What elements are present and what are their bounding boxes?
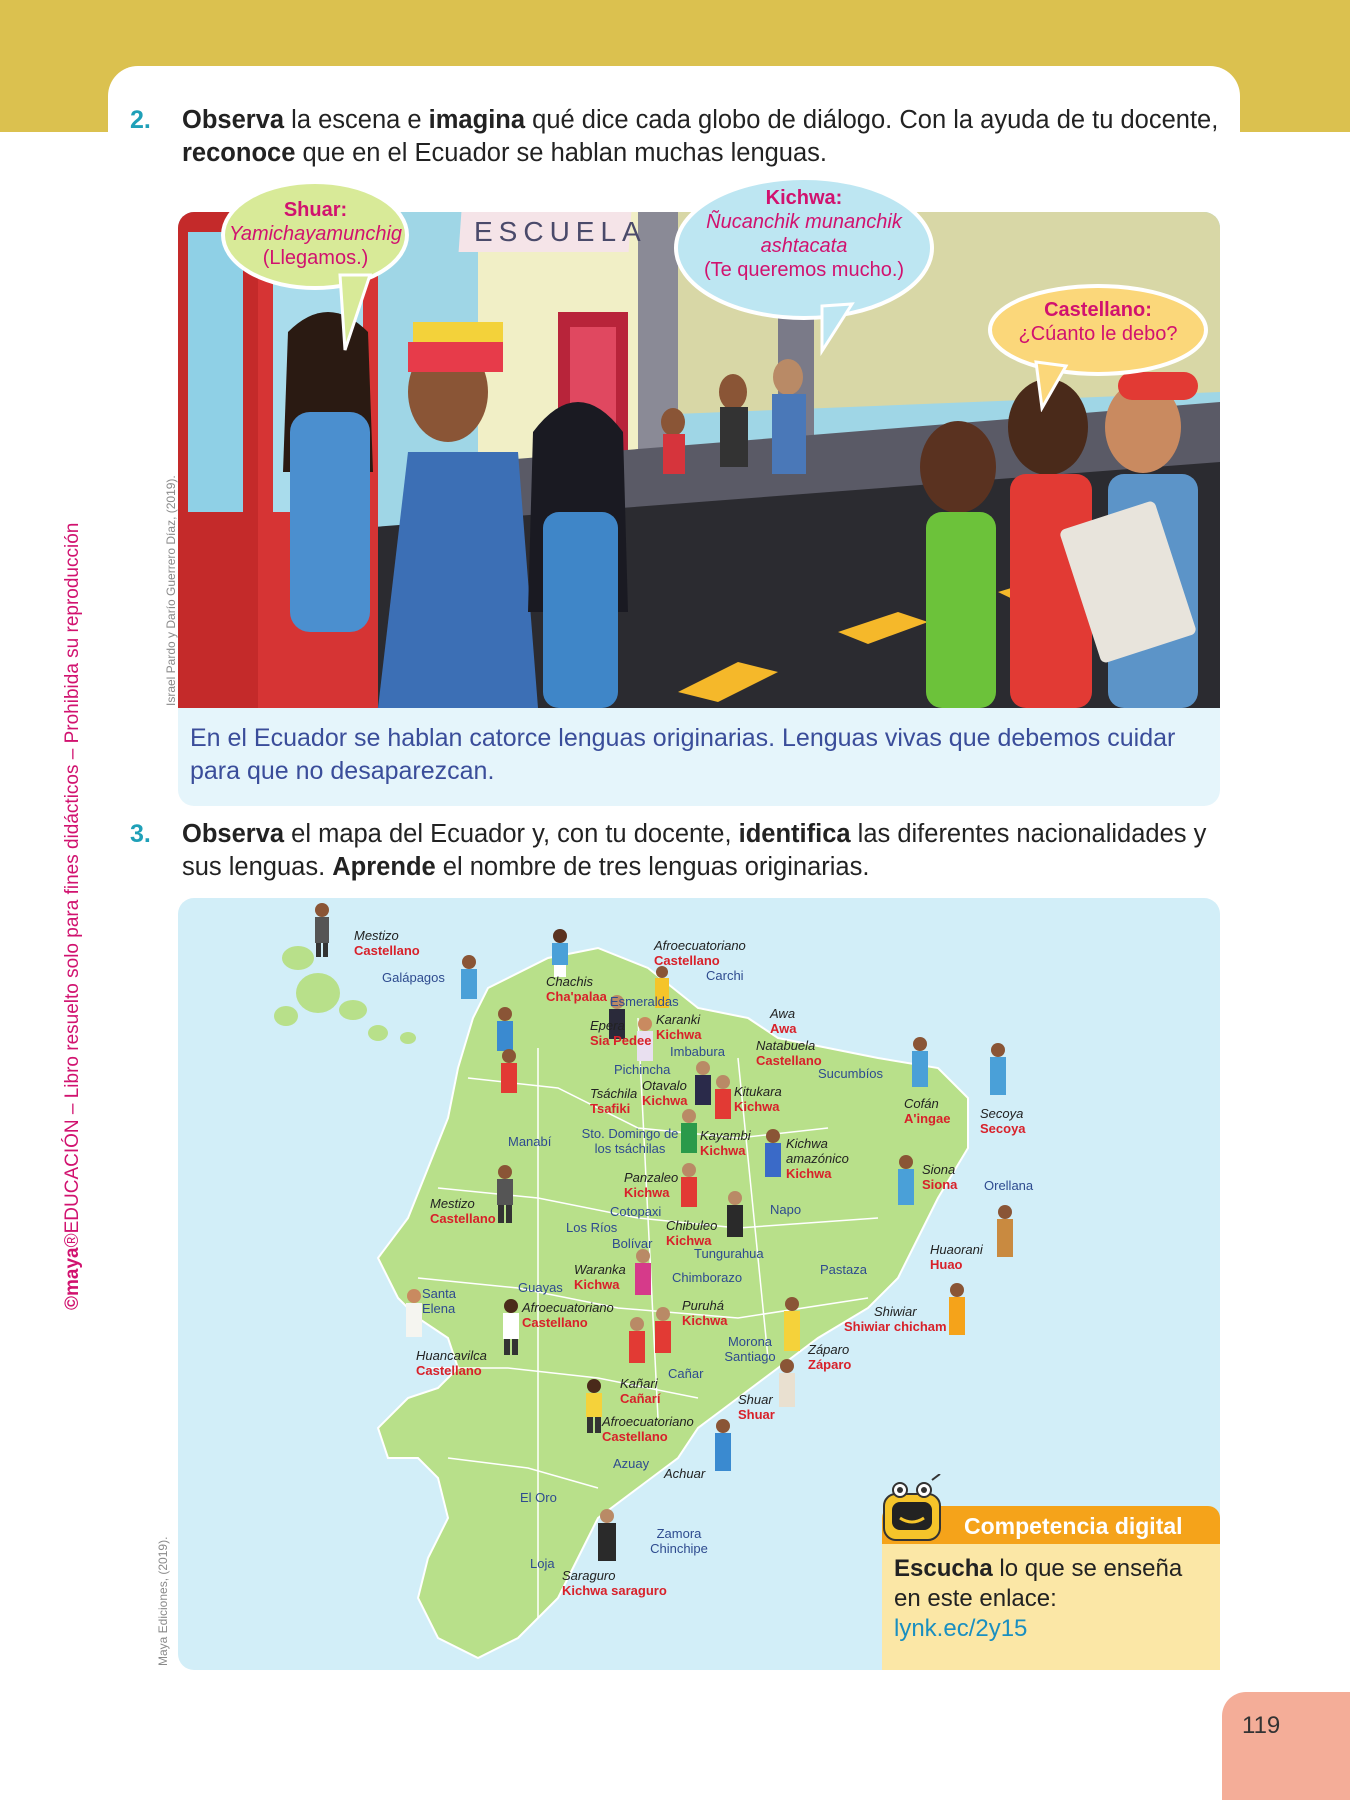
person-icon	[652, 1306, 674, 1356]
bubble-language: Shuar:	[283, 199, 348, 221]
person-icon	[946, 1282, 968, 1338]
activity-number: 3.	[130, 820, 151, 848]
person-icon	[908, 1034, 932, 1090]
person-icon	[724, 1190, 746, 1240]
person-icon	[494, 1164, 516, 1224]
text: el mapa del Ecuador y, con tu docente,	[284, 820, 739, 848]
group-label: Panzaleo Kichwa	[624, 1170, 679, 1200]
group-label: Mestizo Castellano	[354, 928, 420, 958]
resource-link[interactable]: lynk.ec/2y15	[894, 1615, 1028, 1642]
person-icon	[498, 1048, 520, 1096]
group-label: Otavalo Kichwa	[642, 1078, 688, 1108]
group-label: Siona Siona	[922, 1162, 958, 1192]
person-icon	[678, 1108, 700, 1156]
activity3-instructions	[182, 818, 1242, 884]
person-icon	[776, 1358, 798, 1410]
verb-observa: Observa	[182, 820, 285, 848]
group-label: Karanki Kichwa	[656, 1012, 702, 1042]
group-label: Achuar	[664, 1466, 706, 1481]
activity2-instructions	[182, 104, 1242, 170]
person-icon	[986, 1042, 1010, 1098]
group-label: Waranka Kichwa	[574, 1262, 626, 1292]
province-label: Orellana	[984, 1178, 1034, 1193]
sidebar-text: EDUCACIÓN – Libro resuelto solo para fines didácticos – Prohibida su reproducción	[62, 522, 83, 1234]
group-label: Záparo Záparo	[808, 1342, 852, 1372]
province-label: Azuay	[613, 1456, 650, 1471]
group-label: Secoya Secoya	[980, 1106, 1026, 1136]
person-icon	[894, 1152, 918, 1208]
group-label: Kañari Cañarí	[620, 1376, 661, 1406]
group-label: Kichwa amazónico Kichwa	[786, 1136, 849, 1181]
person-icon	[712, 1418, 734, 1474]
group-label: Shuar Shuar	[738, 1392, 775, 1422]
person-icon	[780, 1294, 804, 1354]
scene-caption	[178, 708, 1220, 806]
person-icon	[548, 928, 572, 978]
digital-text	[894, 1554, 1208, 1644]
group-label: Epera Sia Pedee	[590, 1018, 652, 1048]
bubble-shuar	[228, 198, 403, 270]
bubble-translation: ¿Cúanto le debo?	[1018, 323, 1178, 345]
person-icon	[594, 1508, 620, 1564]
province-label: Zamora Chinchipe	[650, 1526, 708, 1556]
sidebar-copyright	[62, 523, 84, 1310]
province-label: Manabí	[508, 1134, 552, 1149]
person-icon	[712, 1074, 734, 1122]
verb-identifica: identifica	[738, 820, 851, 848]
bubble-phrase: Ñucanchik munanchik ashtacata	[706, 211, 902, 257]
group-label: Kitukara Kichwa	[734, 1084, 782, 1114]
verb-escucha: Escucha	[894, 1555, 993, 1582]
robot-icon	[876, 1474, 948, 1546]
brand: ©maya	[62, 1247, 83, 1310]
bubble-language: Kichwa:	[765, 187, 843, 209]
province-label: Los Ríos	[566, 1220, 618, 1235]
group-label: Chachis Cha'palaa	[546, 974, 607, 1004]
group-label: Chibuleo Kichwa	[666, 1218, 718, 1248]
text: lo que se enseña en este enlace:	[894, 1555, 1183, 1612]
group-label: Mestizo Castellano	[430, 1196, 496, 1226]
group-label: Cofán A'ingae	[904, 1096, 951, 1126]
group-label: Afroecuatoriano Castellano	[522, 1300, 614, 1330]
person-icon	[626, 1316, 648, 1366]
person-icon	[678, 1162, 700, 1210]
province-label: Guayas	[518, 1280, 563, 1295]
verb-aprende: Aprende	[332, 853, 436, 881]
page-number-box	[1222, 1692, 1350, 1800]
page-number: 119	[1242, 1712, 1281, 1739]
province-label: Morona Santiago	[724, 1334, 776, 1364]
digital-title: Competencia digital	[964, 1513, 1183, 1539]
verb-observa: Observa	[182, 106, 285, 134]
text: la escena e	[284, 106, 429, 134]
province-label: El Oro	[520, 1490, 557, 1505]
province-label: Esmeraldas	[610, 994, 679, 1009]
bubble-castellano	[996, 298, 1200, 346]
person-icon	[500, 1298, 522, 1356]
verb-imagina: imagina	[428, 106, 526, 134]
province-label: Imbabura	[670, 1044, 725, 1059]
person-icon	[494, 1006, 516, 1054]
province-label: Sucumbíos	[818, 1066, 884, 1081]
group-label: Afroecuatoriano Castellano	[602, 1414, 694, 1444]
group-label: Tsáchila Tsafiki	[590, 1086, 638, 1116]
group-label: Afroecuatoriano Castellano	[654, 938, 746, 968]
group-label: Natabuela Castellano	[756, 1038, 822, 1068]
bubble-phrase: Yamichayamunchig	[228, 223, 403, 245]
bubble-translation: (Te queremos mucho.)	[703, 259, 905, 281]
scene-credit: Israel Pardo y Darío Guerrero Díaz, (2019).	[164, 475, 178, 706]
province-label: Pichincha	[614, 1062, 671, 1077]
province-label: Loja	[530, 1556, 555, 1571]
group-label: Huancavilca Castellano	[416, 1348, 487, 1378]
province-label: Cotopaxi	[610, 1204, 662, 1219]
province-label: Carchi	[706, 968, 744, 983]
bubble-language: Castellano:	[1044, 299, 1152, 321]
province-label: Pastaza	[820, 1262, 867, 1277]
province-label: Cañar	[668, 1366, 704, 1381]
province-label: Galápagos	[382, 970, 445, 985]
group-label: Puruhá Kichwa	[682, 1298, 728, 1328]
registered-mark: ®	[62, 1233, 83, 1248]
person-icon	[762, 1128, 784, 1180]
text: el nombre de tres lenguas originarias.	[435, 853, 870, 881]
province-label: Sto. Domingo de los tsáchilas	[581, 1126, 679, 1156]
person-icon	[458, 954, 480, 1002]
province-label: Santa Elena	[422, 1286, 456, 1316]
province-label: Chimborazo	[672, 1270, 743, 1285]
text: las diferentes nacionalidades y sus lenguas.	[182, 820, 1207, 881]
group-label: Kayambi Kichwa	[700, 1128, 751, 1158]
person-icon	[632, 1248, 654, 1298]
caption-text: En el Ecuador se hablan catorce lenguas originarias. Lenguas vivas que debemos cuidar para que no desaparezcan.	[190, 724, 1176, 785]
verb-reconoce: reconoce	[182, 139, 296, 167]
group-label: Saraguro Kichwa saraguro	[562, 1568, 667, 1598]
group-label: Shiwiar Shiwiar chicham	[844, 1304, 947, 1334]
province-label: Napo	[770, 1202, 802, 1217]
person-icon	[692, 1060, 714, 1108]
digital-body	[882, 1544, 1220, 1670]
group-label: Huaorani Huao	[930, 1242, 983, 1272]
province-label: Tungurahua	[694, 1246, 764, 1261]
person-icon	[994, 1204, 1016, 1260]
person-icon	[310, 902, 334, 958]
text: que en el Ecuador se hablan muchas lenguas.	[295, 139, 828, 167]
map-credit: Maya Ediciones, (2019).	[156, 1536, 170, 1666]
school-sign-text: ESCUELA	[474, 216, 647, 247]
activity-number: 2.	[130, 106, 151, 134]
bubble-translation: (Llegamos.)	[262, 247, 369, 269]
province-label: Bolívar	[612, 1236, 653, 1251]
bubble-kichwa	[686, 186, 922, 282]
group-label: Awa Awa	[770, 1006, 797, 1036]
text: qué dice cada globo de diálogo. Con la ayuda de tu docente,	[525, 106, 1219, 134]
